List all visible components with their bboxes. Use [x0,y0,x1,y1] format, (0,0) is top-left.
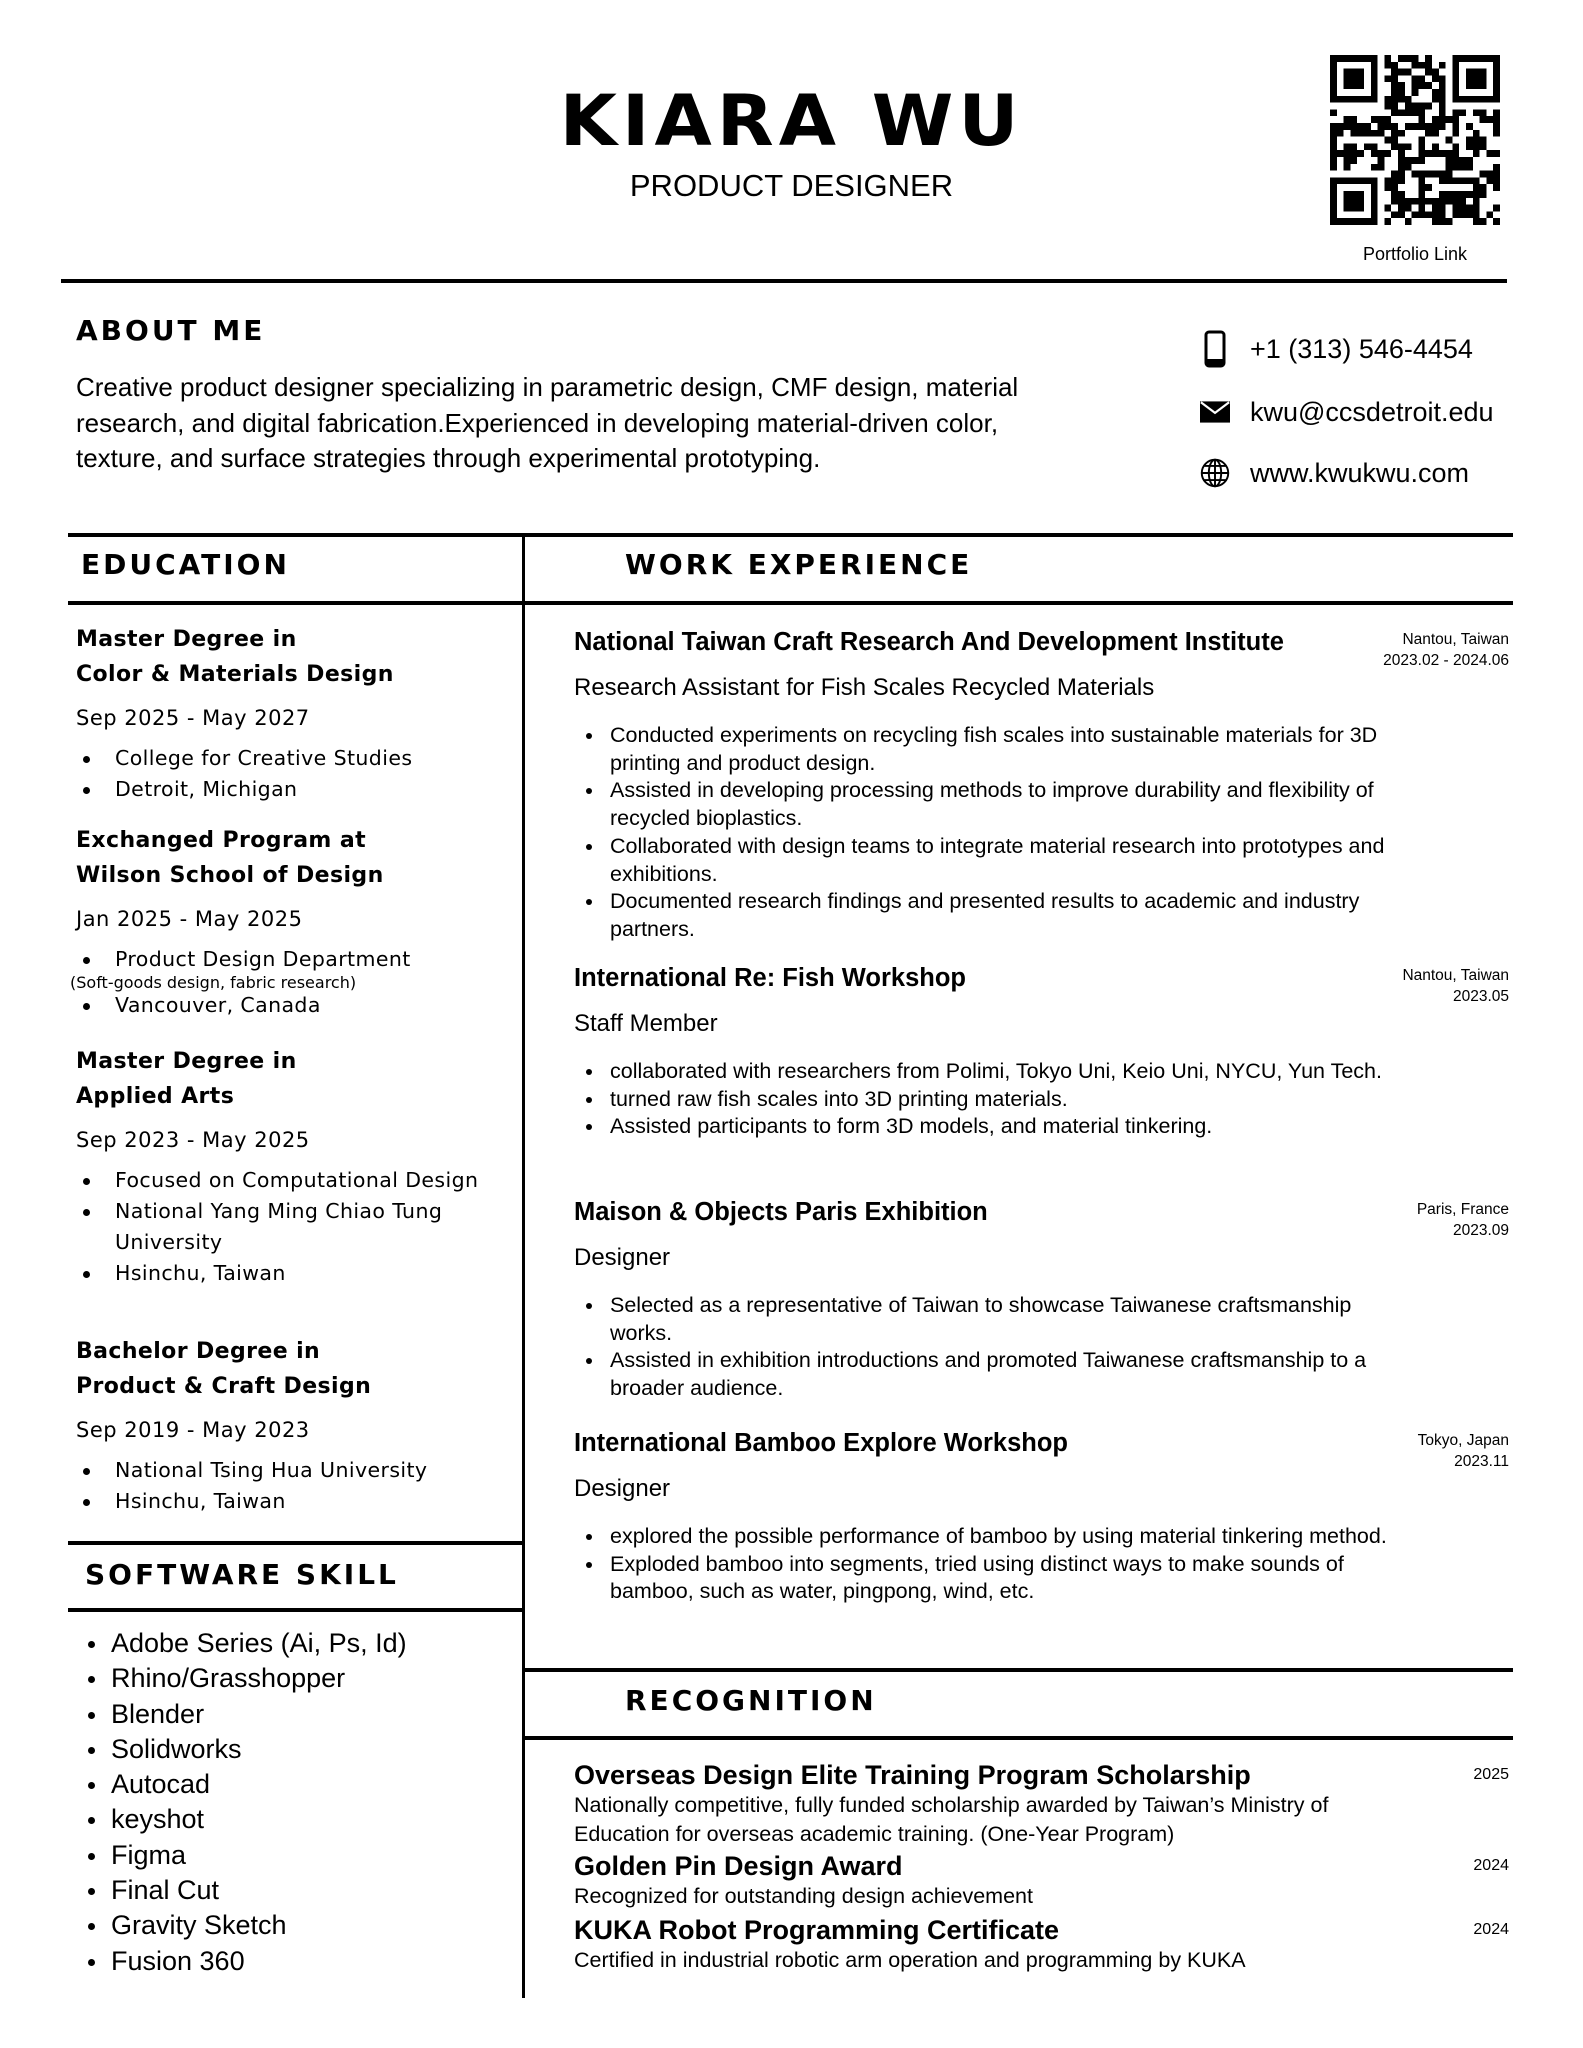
divider [61,279,1507,283]
work-location: Nantou, Taiwan [1402,631,1509,648]
award-title: Overseas Design Elite Training Program Scholarship [574,1760,1251,1790]
skills-list [88,1626,407,1979]
work-bullet: explored the possible performance of bamboo by using material tinkering method. [574,1523,1404,1551]
work-organization: International Re: Fish Workshop [574,964,966,992]
education-dates: Sep 2023 - May 2025 [76,1128,310,1152]
work-location: Tokyo, Japan [1417,1432,1509,1449]
work-bullets [574,1058,1404,1141]
award-description: Nationally competitive, fully funded scholarship awarded by Taiwan’s Ministry of [574,1793,1329,1817]
divider [524,1668,1513,1672]
education-details [70,944,516,1021]
job-title: PRODUCT DESIGNER [629,168,954,203]
skill-item: Final Cut [88,1873,407,1908]
portfolio-qr-code[interactable] [1330,55,1500,225]
recognition-item [574,1851,1509,1910]
work-bullet: Assisted in exhibition introductions and promoted Taiwanese craftsmanship to a broader audience. [574,1347,1404,1402]
qr-caption: Portfolio Link [1362,244,1468,264]
skill-item: Gravity Sketch [88,1908,407,1943]
work-location: Paris, France [1416,1201,1509,1218]
phone-number: +1 (313) 546-4454 [1250,333,1473,364]
award-title: Golden Pin Design Award [574,1851,903,1881]
award-description: Certified in industrial robotic arm operation and programming by KUKA [574,1948,1246,1972]
education-dates: Jan 2025 - May 2025 [76,907,303,931]
skill-item: Solidworks [88,1732,407,1767]
education-note: (Soft-goods design, fabric research) [70,973,357,992]
about-line: research, and digital fabrication.Experienced in developing material-driven color, [76,407,999,438]
degree-title [76,622,516,692]
work-bullet: Documented research findings and presented results to academic and industry partners. [574,888,1404,943]
work-bullets [574,1523,1404,1606]
degree-title-line: Wilson School of Design [76,863,384,888]
award-title: KUKA Robot Programming Certificate [574,1915,1060,1945]
education-entry [76,1044,516,1289]
education-detail-item: National Tsing Hua University [76,1455,516,1486]
work-role: Research Assistant for Fish Scales Recycled Materials [574,674,1155,701]
work-bullet: Assisted participants to form 3D models, and material tinkering. [574,1113,1404,1141]
work-dates: 2023.11 [1454,1453,1509,1470]
skill-item: Fusion 360 [88,1944,407,1979]
work-bullet: turned raw fish scales into 3D printing materials. [574,1086,1404,1114]
education-details [76,1455,516,1517]
degree-title-line: Color & Materials Design [76,662,394,687]
education-details [76,1165,516,1289]
degree-title-line: Product & Craft Design [76,1374,372,1399]
work-meta [1402,965,1509,1007]
globe-icon [1200,455,1230,491]
degree-title-line: Master Degree in [76,1049,297,1074]
about-text [76,370,1136,477]
degree-title-line: Bachelor Degree in [76,1339,321,1364]
work-entry [574,627,1509,944]
award-description: Recognized for outstanding design achievement [574,1884,1033,1908]
education-detail-item: Focused on Computational Design [76,1165,516,1196]
about-line: texture, and surface strategies through experimental prototyping. [76,443,821,473]
education-dates: Sep 2025 - May 2027 [76,706,310,730]
work-bullet: Exploded bamboo into segments, tried using distinct ways to make sounds of bamboo, such as water, pingpong, wind, etc. [574,1551,1404,1606]
email-address: kwu@ccsdetroit.edu [1250,396,1494,427]
about-heading: ABOUT ME [76,314,266,347]
work-dates: 2023.05 [1452,988,1509,1005]
degree-title [76,1044,516,1114]
education-detail-item: Product Design Department [76,944,516,975]
education-heading: EDUCATION [81,548,290,581]
degree-title-line: Exchanged Program at [76,828,366,853]
education-detail-item: National Yang Ming Chiao Tung University [76,1196,516,1258]
work-organization: International Bamboo Explore Workshop [574,1429,1069,1457]
education-entry [70,823,516,1021]
skill-item: Autocad [88,1767,407,1802]
work-role: Staff Member [574,1010,718,1037]
work-bullet: collaborated with researchers from Polimi, Tokyo Uni, Keio Uni, NYCU, Yun Tech. [574,1058,1404,1086]
work-bullet: Conducted experiments on recycling fish scales into sustainable materials for 3D printing and product design. [574,722,1404,777]
divider [68,1541,524,1545]
award-year: 2024 [1473,1921,1509,1938]
about-line: Creative product designer specializing in parametric design, CMF design, material [76,372,1019,402]
work-bullet: Collaborated with design teams to integrate material research into prototypes and exhibitions. [574,833,1404,888]
work-bullet: Selected as a representative of Taiwan to showcase Taiwanese craftsmanship works. [574,1292,1404,1347]
mail-icon [1200,394,1230,430]
work-meta [1417,1199,1509,1241]
work-organization: National Taiwan Craft Research And Development Institute [574,628,1284,656]
skill-item: Adobe Series (Ai, Ps, Id) [88,1626,407,1661]
award-year: 2025 [1473,1766,1509,1783]
education-detail-item: Vancouver, Canada [76,990,516,1021]
recognition-item [574,1915,1509,1974]
divider [524,1736,1513,1740]
award-year: 2024 [1473,1857,1509,1874]
education-dates: Sep 2019 - May 2023 [76,1418,310,1442]
work-location: Nantou, Taiwan [1402,967,1509,984]
work-role: Designer [574,1475,671,1502]
phone-icon [1200,331,1230,367]
education-detail-item: Detroit, Michigan [76,774,516,805]
work-dates: 2023.02 - 2024.06 [1383,652,1509,669]
work-role: Designer [574,1244,671,1271]
contact-phone[interactable] [1200,329,1473,369]
education-detail-item: College for Creative Studies [76,743,516,774]
education-details [76,743,516,805]
skill-item: keyshot [88,1802,407,1837]
work-meta [1383,629,1509,671]
work-entry [574,1197,1509,1403]
candidate-name: KIARA WU [559,80,1024,162]
work-bullet: Assisted in developing processing methods to improve durability and flexibility of recycled bioplastics. [574,777,1404,832]
work-entry [574,963,1509,1141]
award-description: Education for overseas academic training. (One-Year Program) [574,1822,1175,1846]
degree-title [76,1334,516,1404]
skill-item: Rhino/Grasshopper [88,1661,407,1696]
education-entry [76,622,516,805]
education-detail-item: Hsinchu, Taiwan [76,1486,516,1517]
skill-item: Figma [88,1838,407,1873]
recognition-item [574,1760,1509,1848]
work-bullets [574,1292,1404,1403]
work-dates: 2023.09 [1452,1222,1509,1239]
contact-email[interactable] [1200,392,1494,432]
education-detail-item: Hsinchu, Taiwan [76,1258,516,1289]
divider [68,533,1513,537]
skills-heading: SOFTWARE SKILL [85,1558,399,1591]
work-heading: WORK EXPERIENCE [625,548,973,581]
education-entry [76,1334,516,1517]
work-meta [1418,1430,1509,1472]
degree-title-line: Master Degree in [76,627,297,652]
work-organization: Maison & Objects Paris Exhibition [574,1198,988,1226]
divider [68,601,1513,605]
work-bullets [574,722,1404,944]
website-link: www.kwukwu.com [1250,457,1470,488]
contact-website[interactable] [1200,453,1469,493]
degree-title-line: Applied Arts [76,1084,235,1109]
work-entry [574,1428,1509,1606]
column-divider [522,535,525,1998]
divider [68,1608,524,1612]
recognition-heading: RECOGNITION [625,1684,877,1717]
degree-title [76,823,516,893]
skill-item: Blender [88,1697,407,1732]
